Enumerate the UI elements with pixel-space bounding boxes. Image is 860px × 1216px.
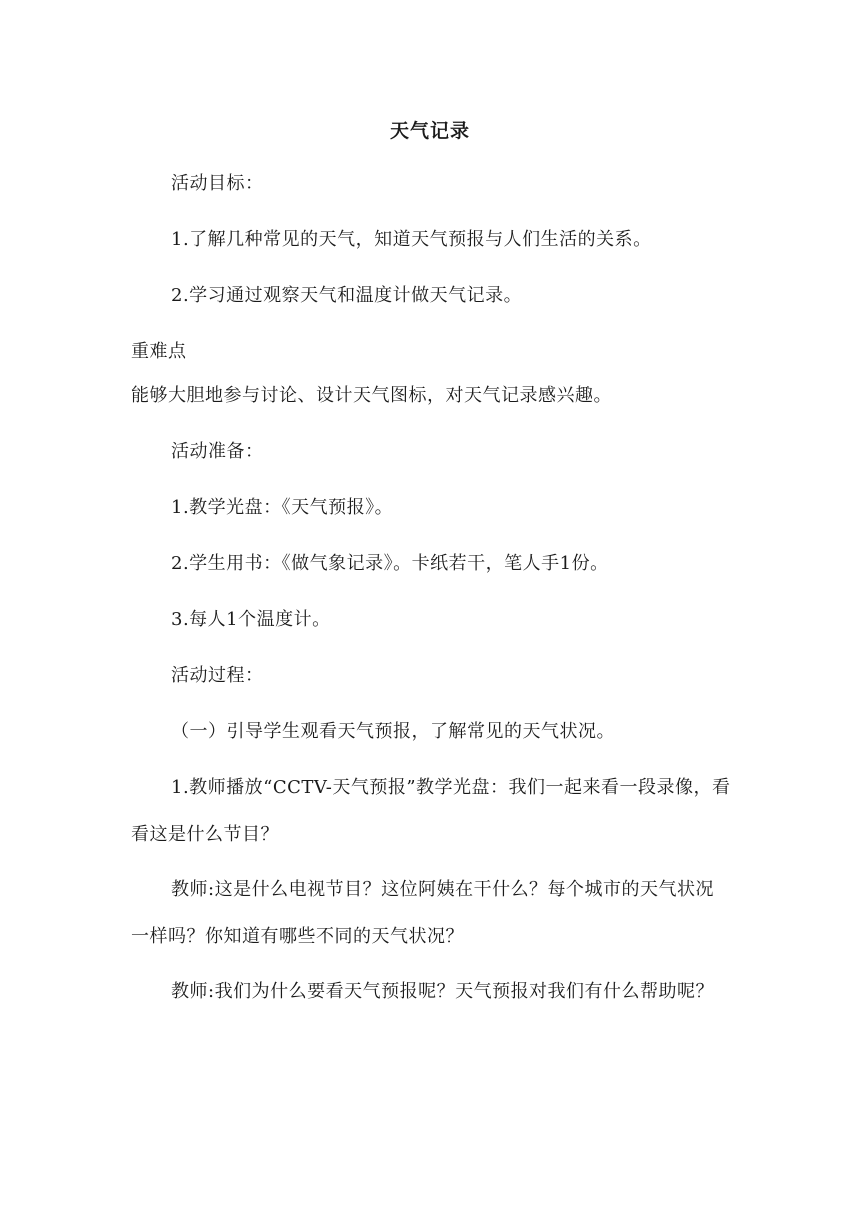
paragraph-teacher-question-1: 教师:这是什么电视节目？这位阿姨在干什么？每个城市的天气状况一样吗？你知道有哪些不同的天气状况？ bbox=[131, 879, 715, 947]
paragraph-key-points: 能够大胆地参与讨论、设计天气图标，对天气记录感兴趣。 bbox=[131, 385, 612, 406]
paragraph-teacher-question-2: 教师:我们为什么要看天气预报呢？天气预报对我们有什么帮助呢？ bbox=[171, 981, 715, 1002]
paragraph-process-heading: 活动过程： bbox=[171, 665, 264, 686]
paragraph-process-step-1: 1.教师播放“CCTV-天气预报”教学光盘：我们一起来看一段录像，看看这是什么节目？ bbox=[131, 777, 731, 845]
paragraph-preparation-1: 1.教学光盘：《天气预报》。 bbox=[171, 497, 394, 518]
paragraph-goal-1: 1.了解几种常见的天气，知道天气预报与人们生活的关系。 bbox=[171, 229, 652, 250]
paragraph-key-points-heading: 重难点 bbox=[131, 341, 187, 362]
paragraph-preparation-3: 3.每人1个温度计。 bbox=[171, 609, 331, 630]
paragraph-activity-goals-heading: 活动目标： bbox=[171, 173, 264, 194]
paragraph-process-section-1: （一）引导学生观看天气预报，了解常见的天气状况。 bbox=[171, 721, 615, 742]
paragraph-preparation-heading: 活动准备： bbox=[171, 441, 264, 462]
paragraph-goal-2: 2.学习通过观察天气和温度计做天气记录。 bbox=[171, 285, 523, 306]
paragraph-preparation-2: 2.学生用书：《做气象记录》。卡纸若干，笔人手1份。 bbox=[171, 553, 609, 574]
document-title: 天气记录 bbox=[389, 120, 470, 142]
